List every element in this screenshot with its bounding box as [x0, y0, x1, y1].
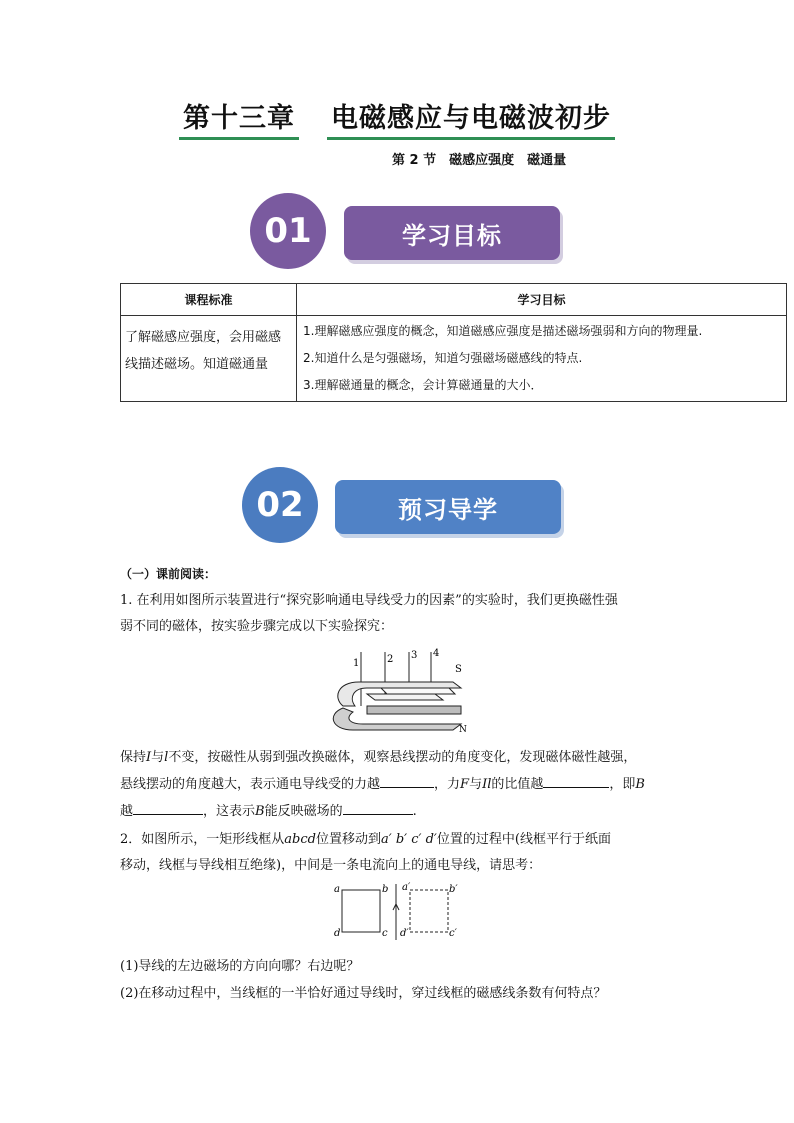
var-F: F	[460, 777, 470, 792]
pole-label-n: N	[459, 725, 467, 734]
learning-goals-label: 学习目标	[402, 221, 502, 250]
text-fragment: 2．如图所示，一矩形线框从	[120, 832, 285, 847]
wire-label: 2	[387, 654, 394, 665]
text-fragment: 能反映磁场的	[264, 804, 343, 819]
question-1-fill-line-1	[120, 744, 636, 771]
wire-label: 1	[353, 658, 360, 669]
text-fragment: 悬线摆动的角度越大，表示通电导线受的力越	[120, 777, 381, 792]
learning-goals-banner	[344, 206, 560, 260]
question-1-line-1: 1. 在利用如图所示装置进行“探究影响通电导线受力的因素”的实验时，我们更换磁性强	[120, 593, 618, 608]
answer-blank[interactable]	[343, 798, 413, 815]
corner-label: b′	[449, 884, 458, 895]
section-badge-02	[242, 467, 318, 543]
var-I: I	[146, 750, 152, 765]
corner-label: c′	[449, 928, 457, 939]
preview-study-label: 预习导学	[398, 495, 498, 524]
corner-label: a	[334, 884, 340, 895]
frame-wire-figure	[330, 882, 460, 942]
var-l: l	[164, 750, 169, 765]
col-header-standard: 课程标准	[121, 284, 297, 316]
badge-number: 02	[256, 485, 304, 525]
text-fragment: 与	[151, 750, 165, 765]
question-2-line-2: 移动，线框与导线相互绝缘)，中间是一条电流向上的通电导线，请思考：	[120, 858, 542, 873]
course-standard-cell: 了解磁感应强度，会用磁感线描述磁场。知道磁通量	[121, 316, 297, 402]
text-fragment: ，力	[434, 777, 461, 792]
reading-heading: （一）课前阅读：	[120, 567, 217, 581]
section-badge-01	[250, 193, 326, 269]
goals-cell	[297, 316, 787, 402]
corner-label: d	[334, 928, 341, 939]
magnet-apparatus-figure	[323, 648, 473, 734]
text-fragment: 保持	[120, 750, 147, 765]
answer-blank[interactable]	[380, 771, 434, 788]
corner-label: d′	[400, 928, 409, 939]
question-1-fill-line-2	[120, 771, 645, 798]
corner-label: a′	[402, 882, 411, 893]
question-1-line-2: 弱不同的磁体，按实验步骤完成以下实验探究：	[120, 619, 394, 634]
goal-item: 1.理解磁感应强度的概念，知道磁感应强度是描述磁场强弱和方向的物理量.	[303, 324, 703, 338]
pole-label-s: S	[455, 664, 462, 675]
question-2-line-1	[120, 826, 611, 853]
answer-blank[interactable]	[133, 798, 203, 815]
var-B: B	[635, 777, 645, 792]
wire-label: 3	[411, 650, 418, 661]
var-Il: Il	[482, 777, 492, 792]
text-fragment: 越	[120, 804, 134, 819]
col-header-goals: 学习目标	[297, 284, 787, 316]
var-abcd-prime: a′ b′ c′ d′	[380, 832, 437, 847]
goal-item: 2.知道什么是匀强磁场，知道匀强磁场磁感线的特点.	[303, 351, 583, 365]
chapter-name: 电磁感应与电磁波初步	[327, 96, 615, 140]
question-2-sub-2: (2)在移动过程中，当线框的一半恰好通过导线时，穿过线框的磁感线条数有何特点？	[120, 986, 607, 1001]
badge-number: 01	[264, 211, 312, 251]
answer-blank[interactable]	[543, 771, 609, 788]
preview-study-banner	[335, 480, 561, 534]
text-fragment: 位置移动到	[315, 832, 381, 847]
chapter-number: 第十三章	[179, 96, 299, 140]
text-fragment: ，这表示	[203, 804, 256, 819]
table-row	[121, 316, 787, 402]
text-fragment: ，即	[609, 777, 636, 792]
var-B: B	[255, 804, 265, 819]
text-fragment: 与	[469, 777, 483, 792]
question-2-sub-1: (1)导线的左边磁场的方向向哪？右边呢？	[120, 959, 360, 974]
text-fragment: 的比值越	[491, 777, 544, 792]
var-abcd: abcd	[284, 832, 316, 847]
question-1-fill-line-3	[120, 798, 417, 825]
objectives-table	[120, 283, 787, 402]
section-subtitle: 第 2 节 磁感应强度 磁通量	[392, 153, 567, 168]
table-header-row	[121, 284, 787, 316]
goal-item: 3.理解磁通量的概念，会计算磁通量的大小．	[303, 378, 543, 392]
text-fragment: 不变，按磁性从弱到强改换磁体，观察悬线摆动的角度变化，发现磁体磁性越强，	[168, 750, 637, 765]
wire-label: 4	[433, 648, 440, 659]
text-fragment: .	[412, 804, 417, 819]
corner-label: c	[382, 928, 388, 939]
chapter-title	[0, 96, 794, 140]
corner-label: b	[382, 884, 389, 895]
text-fragment: 位置的过程中(线框平行于纸面	[436, 832, 611, 847]
